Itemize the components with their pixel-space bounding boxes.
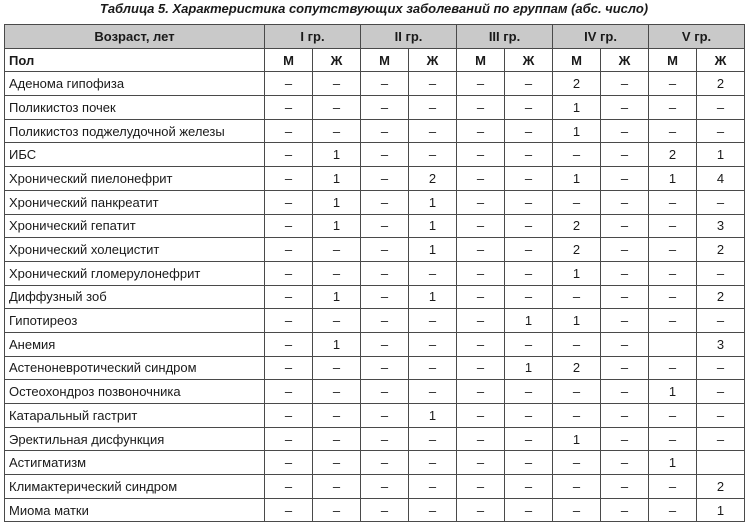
count-cell: – (265, 72, 313, 96)
count-cell: – (697, 190, 745, 214)
disease-name: Миома матки (5, 498, 265, 522)
count-cell: – (361, 498, 409, 522)
count-cell: – (601, 404, 649, 428)
count-cell: 1 (649, 451, 697, 475)
count-cell: 1 (553, 261, 601, 285)
count-cell: – (457, 498, 505, 522)
disease-name: ИБС (5, 143, 265, 167)
table-row (5, 167, 745, 191)
table-row (5, 261, 745, 285)
count-cell: – (649, 285, 697, 309)
disease-name: Катаральный гастрит (5, 404, 265, 428)
count-cell: – (601, 309, 649, 333)
count-cell: 1 (505, 356, 553, 380)
count-cell: – (601, 285, 649, 309)
count-cell: 1 (313, 285, 361, 309)
count-cell: – (361, 167, 409, 191)
count-cell: 3 (697, 332, 745, 356)
count-cell: – (313, 451, 361, 475)
count-cell: 2 (697, 285, 745, 309)
count-cell: – (505, 475, 553, 499)
count-cell: 1 (313, 190, 361, 214)
sex-col-header: М (553, 48, 601, 72)
count-cell: – (409, 356, 457, 380)
disease-name: Остеохондроз позвоночника (5, 380, 265, 404)
count-cell: 1 (409, 190, 457, 214)
count-cell: 1 (649, 167, 697, 191)
count-cell: – (361, 119, 409, 143)
disease-name: Анемия (5, 332, 265, 356)
count-cell: – (553, 451, 601, 475)
count-cell: 1 (409, 404, 457, 428)
count-cell: – (313, 356, 361, 380)
count-cell: – (457, 380, 505, 404)
table-body (5, 72, 745, 522)
count-cell: – (697, 427, 745, 451)
count-cell: – (601, 427, 649, 451)
count-cell: – (649, 96, 697, 120)
disease-name: Гипотиреоз (5, 309, 265, 333)
count-cell: – (457, 285, 505, 309)
count-cell: 2 (553, 238, 601, 262)
count-cell: – (553, 475, 601, 499)
count-cell: – (313, 498, 361, 522)
count-cell: – (265, 380, 313, 404)
count-cell: – (313, 96, 361, 120)
count-cell: 2 (409, 167, 457, 191)
count-cell: – (601, 96, 649, 120)
count-cell: 1 (697, 143, 745, 167)
group-header-4: IV гр. (553, 25, 649, 49)
count-cell: – (601, 190, 649, 214)
count-cell: – (505, 285, 553, 309)
count-cell: – (457, 427, 505, 451)
disease-name: Аденома гипофиза (5, 72, 265, 96)
count-cell: – (409, 332, 457, 356)
count-cell: – (457, 332, 505, 356)
count-cell: 1 (313, 143, 361, 167)
count-cell: – (601, 380, 649, 404)
count-cell: – (505, 96, 553, 120)
count-cell: – (649, 427, 697, 451)
count-cell: 1 (505, 309, 553, 333)
table-row (5, 404, 745, 428)
count-cell: 1 (649, 380, 697, 404)
table-row (5, 143, 745, 167)
sex-col-header: М (265, 48, 313, 72)
count-cell: – (409, 96, 457, 120)
count-cell: – (265, 427, 313, 451)
disease-name: Эректильная дисфункция (5, 427, 265, 451)
table-row (5, 285, 745, 309)
count-cell: – (601, 475, 649, 499)
count-cell: 1 (409, 285, 457, 309)
count-cell: – (649, 214, 697, 238)
count-cell: – (361, 285, 409, 309)
count-cell: – (505, 167, 553, 191)
count-cell: – (505, 261, 553, 285)
disease-name: Диффузный зоб (5, 285, 265, 309)
count-cell: – (265, 143, 313, 167)
count-cell: – (601, 332, 649, 356)
table-row (5, 190, 745, 214)
count-cell: – (697, 261, 745, 285)
count-cell: – (409, 309, 457, 333)
count-cell: – (601, 119, 649, 143)
group-header-2: II гр. (361, 25, 457, 49)
count-cell: – (265, 309, 313, 333)
header-row-sex (5, 48, 745, 72)
count-cell: – (649, 498, 697, 522)
disease-name: Астигматизм (5, 451, 265, 475)
table-row (5, 72, 745, 96)
count-cell: – (361, 332, 409, 356)
count-cell: – (457, 475, 505, 499)
sex-col-header: Ж (601, 48, 649, 72)
table-row (5, 214, 745, 238)
count-cell: – (601, 167, 649, 191)
count-cell: – (649, 261, 697, 285)
count-cell: – (313, 404, 361, 428)
count-cell: – (457, 404, 505, 428)
sex-col-header: М (457, 48, 505, 72)
count-cell: – (505, 427, 553, 451)
count-cell: 2 (553, 356, 601, 380)
count-cell: – (505, 190, 553, 214)
count-cell: – (697, 356, 745, 380)
count-cell: – (601, 498, 649, 522)
table-row (5, 451, 745, 475)
disease-name: Хронический панкреатит (5, 190, 265, 214)
count-cell: – (553, 143, 601, 167)
count-cell: – (265, 214, 313, 238)
count-cell: 1 (313, 167, 361, 191)
table-row (5, 119, 745, 143)
group-header-3: III гр. (457, 25, 553, 49)
count-cell: 1 (313, 332, 361, 356)
count-cell: – (265, 498, 313, 522)
count-cell: – (265, 285, 313, 309)
sex-col-header: Ж (505, 48, 553, 72)
count-cell: – (409, 498, 457, 522)
count-cell: – (457, 214, 505, 238)
count-cell: – (649, 309, 697, 333)
count-cell: – (457, 451, 505, 475)
count-cell: – (649, 190, 697, 214)
table-row (5, 309, 745, 333)
count-cell: – (409, 72, 457, 96)
count-cell: – (361, 380, 409, 404)
disease-name: Поликистоз почек (5, 96, 265, 120)
count-cell: – (313, 261, 361, 285)
count-cell: – (361, 356, 409, 380)
count-cell: – (553, 285, 601, 309)
sex-col-header: Ж (313, 48, 361, 72)
count-cell: – (601, 356, 649, 380)
count-cell: – (265, 96, 313, 120)
count-cell: 2 (553, 214, 601, 238)
count-cell: – (361, 475, 409, 499)
count-cell: – (457, 238, 505, 262)
count-cell: 1 (553, 309, 601, 333)
count-cell: 1 (313, 214, 361, 238)
table-row (5, 96, 745, 120)
count-cell: – (409, 475, 457, 499)
count-cell: – (697, 96, 745, 120)
table-row (5, 427, 745, 451)
count-cell: – (457, 309, 505, 333)
comorbidity-table (4, 24, 745, 522)
count-cell: – (697, 380, 745, 404)
count-cell: – (265, 332, 313, 356)
count-cell: – (553, 190, 601, 214)
count-cell: – (649, 238, 697, 262)
sex-col-header: Ж (697, 48, 745, 72)
header-row-groups (5, 25, 745, 49)
count-cell: – (457, 119, 505, 143)
count-cell: – (265, 261, 313, 285)
count-cell: – (361, 309, 409, 333)
count-cell: – (601, 451, 649, 475)
count-cell: – (361, 214, 409, 238)
count-cell: 2 (553, 72, 601, 96)
count-cell: – (361, 261, 409, 285)
count-cell: – (505, 214, 553, 238)
count-cell: – (409, 119, 457, 143)
count-cell: – (649, 119, 697, 143)
disease-name: Астеноневротический синдром (5, 356, 265, 380)
count-cell: – (601, 72, 649, 96)
count-cell: – (409, 451, 457, 475)
count-cell: 3 (697, 214, 745, 238)
count-cell: – (409, 427, 457, 451)
count-cell: – (265, 475, 313, 499)
count-cell: 1 (553, 96, 601, 120)
count-cell: – (313, 238, 361, 262)
count-cell: – (265, 119, 313, 143)
count-cell: 2 (697, 238, 745, 262)
count-cell: – (601, 143, 649, 167)
count-cell: – (361, 427, 409, 451)
count-cell: – (457, 190, 505, 214)
count-cell: – (505, 119, 553, 143)
count-cell: 1 (409, 214, 457, 238)
count-cell: – (409, 261, 457, 285)
disease-name: Климактерический синдром (5, 475, 265, 499)
table-row (5, 380, 745, 404)
disease-name: Поликистоз поджелудочной железы (5, 119, 265, 143)
count-cell: – (265, 404, 313, 428)
group-header-5: V гр. (649, 25, 745, 49)
count-cell: – (601, 261, 649, 285)
count-cell: – (601, 238, 649, 262)
count-cell: – (553, 498, 601, 522)
table-row (5, 498, 745, 522)
count-cell: – (361, 96, 409, 120)
disease-name: Хронический гломерулонефрит (5, 261, 265, 285)
count-cell: – (505, 332, 553, 356)
count-cell: 1 (553, 427, 601, 451)
age-header: Возраст, лет (5, 25, 265, 49)
count-cell: – (409, 380, 457, 404)
count-cell: – (265, 238, 313, 262)
count-cell (697, 451, 745, 475)
sex-col-header: Ж (409, 48, 457, 72)
count-cell: – (265, 167, 313, 191)
count-cell: – (457, 261, 505, 285)
count-cell: 1 (553, 119, 601, 143)
count-cell: 4 (697, 167, 745, 191)
count-cell: – (265, 451, 313, 475)
count-cell: – (457, 356, 505, 380)
count-cell: – (457, 167, 505, 191)
count-cell: – (313, 380, 361, 404)
count-cell: – (457, 72, 505, 96)
count-cell: – (697, 119, 745, 143)
disease-name: Хронический гепатит (5, 214, 265, 238)
count-cell: – (505, 404, 553, 428)
count-cell: – (361, 451, 409, 475)
count-cell: 1 (553, 167, 601, 191)
count-cell: – (553, 332, 601, 356)
count-cell: – (361, 190, 409, 214)
count-cell: – (409, 143, 457, 167)
count-cell: – (313, 475, 361, 499)
count-cell: – (553, 404, 601, 428)
count-cell: – (697, 404, 745, 428)
table-row (5, 475, 745, 499)
count-cell: – (697, 309, 745, 333)
sex-col-header: М (361, 48, 409, 72)
count-cell: – (649, 356, 697, 380)
disease-name: Хронический пиелонефрит (5, 167, 265, 191)
count-cell: – (361, 143, 409, 167)
count-cell: – (457, 96, 505, 120)
count-cell: – (265, 190, 313, 214)
count-cell: – (361, 238, 409, 262)
count-cell: 1 (697, 498, 745, 522)
count-cell: – (505, 143, 553, 167)
count-cell: – (313, 427, 361, 451)
count-cell: – (601, 214, 649, 238)
count-cell: 2 (649, 143, 697, 167)
count-cell: – (457, 143, 505, 167)
count-cell: – (649, 404, 697, 428)
table-caption: Таблица 5. Характеристика сопутствующих заболеваний по группам (абс. число) (99, 1, 649, 16)
count-cell: – (361, 404, 409, 428)
count-cell: – (553, 380, 601, 404)
count-cell: – (505, 380, 553, 404)
sex-col-header: М (649, 48, 697, 72)
table-row (5, 332, 745, 356)
table-row (5, 238, 745, 262)
table-row (5, 356, 745, 380)
count-cell: 1 (409, 238, 457, 262)
group-header-1: I гр. (265, 25, 361, 49)
disease-name: Хронический холецистит (5, 238, 265, 262)
count-cell: – (649, 475, 697, 499)
count-cell: – (505, 238, 553, 262)
count-cell: – (505, 498, 553, 522)
count-cell: – (649, 72, 697, 96)
count-cell: – (313, 309, 361, 333)
count-cell (649, 332, 697, 356)
count-cell: – (505, 72, 553, 96)
count-cell: – (313, 72, 361, 96)
count-cell: 2 (697, 475, 745, 499)
count-cell: – (265, 356, 313, 380)
count-cell: – (505, 451, 553, 475)
count-cell: – (361, 72, 409, 96)
sex-header: Пол (5, 48, 265, 72)
count-cell: 2 (697, 72, 745, 96)
count-cell: – (313, 119, 361, 143)
